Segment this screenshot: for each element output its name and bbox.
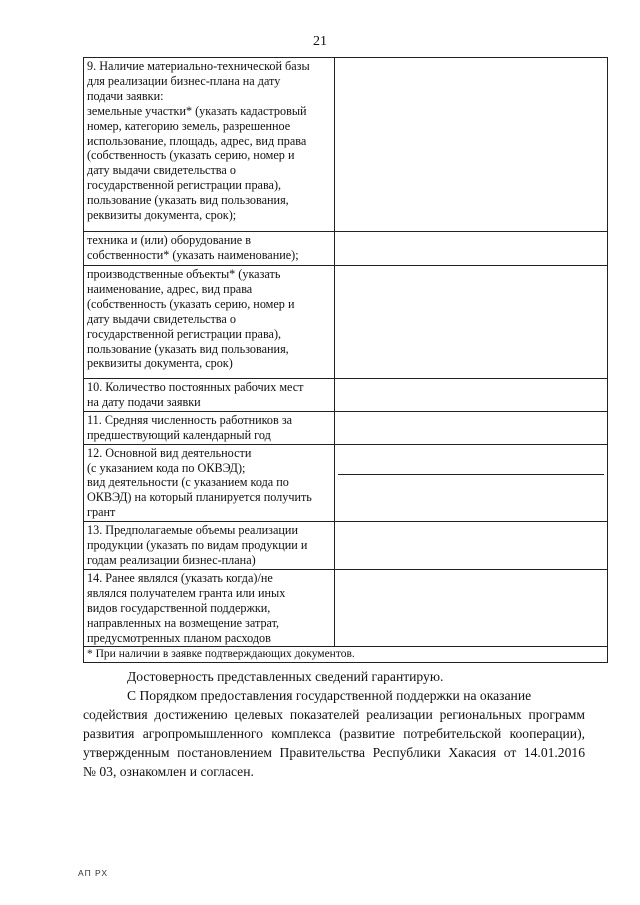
footnote-row (84, 647, 608, 663)
row-label-line: вид деятельности (с указанием кода по (87, 475, 289, 490)
row-label (84, 411, 335, 444)
consent-line: утвержденным постановлением Правительства Республики Хакасия от 14.01.2016 (83, 745, 585, 760)
row-label-line: реквизиты документа, срок); (87, 208, 237, 223)
row-value-cell[interactable] (335, 411, 608, 444)
row-label-line: собственности* (указать наименование); (87, 247, 299, 262)
page-number: 21 (313, 34, 327, 49)
row-label-line: ОКВЭД) на который планируется получить (87, 490, 312, 505)
row-label-line: 10. Количество постоянных рабочих мест (87, 380, 304, 394)
footnote: * При наличии в заявке подтверждающих документов. (84, 647, 608, 663)
row-label-line: (собственность (указать серию, номер и (87, 148, 295, 163)
row-label-line: использование, площадь, адрес, вид права (87, 133, 307, 148)
row-label-line: 11. Средняя численность работников за (87, 412, 293, 427)
row-label-line: государственной регистрации права), (87, 326, 282, 341)
row-label (84, 569, 335, 647)
row-value-cell[interactable] (335, 379, 608, 412)
consent-line: содействия достижению целевых показателей реализации региональных программ (83, 707, 585, 722)
row-value-cell[interactable] (335, 444, 608, 522)
row-value-cell[interactable] (335, 232, 608, 266)
row-label (84, 522, 335, 570)
row-value-cell[interactable] (335, 58, 608, 232)
application-form-table (83, 57, 608, 663)
row-label (84, 58, 335, 232)
row-label-line: пользование (указать вид пользования, (87, 341, 289, 356)
row-label-line: предусмотренных планом расходов (87, 630, 271, 645)
row-label (84, 266, 335, 379)
form-row (84, 522, 608, 570)
row-label-line: предшествующий календарный год (87, 427, 271, 442)
row-label-line: на дату подачи заявки (87, 394, 201, 409)
form-row (84, 266, 608, 379)
row-label-line: (собственность (указать серию, номер и (87, 296, 295, 311)
row-label-line: производственные объекты* (указать (87, 267, 281, 281)
row-label-line: земельные участки* (указать кадастровый (87, 103, 307, 118)
footer-stamp: АП РХ (78, 868, 109, 878)
row-label-line: грант (87, 505, 116, 520)
row-label-line: дату выдачи свидетельства о (87, 311, 236, 326)
row-label-line: государственной регистрации права), (87, 178, 282, 193)
row-label-line: пользование (указать вид пользования, (87, 193, 289, 208)
row-label-line: наименование, адрес, вид права (87, 281, 253, 296)
row-label-line: техника и (или) оборудование в (87, 233, 251, 247)
row-label-line: продукции (указать по видам продукции и (87, 538, 308, 553)
row-label-line: годам реализации бизнес-плана) (87, 552, 256, 567)
consent-line: С Порядком предоставления государственной поддержки на оказание (127, 688, 532, 703)
form-row (84, 379, 608, 412)
row-label (84, 379, 335, 412)
row-label-line: 14. Ранее являлся (указать когда)/не (87, 570, 273, 585)
form-row (84, 232, 608, 266)
consent-line: развития агропромышленного комплекса (развитие потребительской кооперации), (83, 726, 585, 741)
row-label-line: реквизиты документа, срок) (87, 356, 233, 371)
row-label-line: являлся получателем гранта или иных (87, 585, 286, 600)
row-value-cell[interactable] (335, 266, 608, 379)
guarantee-statement: Достоверность представленных сведений гарантирую. (127, 669, 444, 684)
consent-statement (83, 686, 585, 781)
form-row (84, 411, 608, 444)
main-activity-value[interactable] (338, 446, 604, 475)
form-row (84, 569, 608, 647)
row-label-line: 12. Основной вид деятельности (87, 445, 252, 460)
row-label-line: дату выдачи свидетельства о (87, 163, 236, 178)
row-label-line: для реализации бизнес-плана на дату (87, 73, 281, 88)
row-label-line: направленных на возмещение затрат, (87, 615, 280, 630)
row-label-line: (с указанием кода по ОКВЭД); (87, 460, 246, 475)
row-label-line: подачи заявки: (87, 88, 164, 103)
form-row (84, 58, 608, 232)
form-row (84, 444, 608, 522)
row-label-line: 9. Наличие материально-технической базы (87, 59, 310, 73)
row-value-cell[interactable] (335, 569, 608, 647)
row-label-line: 13. Предполагаемые объемы реализации (87, 523, 298, 538)
row-label-line: видов государственной поддержки, (87, 600, 271, 615)
row-value-cell[interactable] (335, 522, 608, 570)
consent-line: № 03, ознакомлен и согласен. (83, 764, 254, 779)
row-label (84, 444, 335, 522)
row-label-line: номер, категорию земель, разрешенное (87, 118, 291, 133)
row-label (84, 232, 335, 266)
